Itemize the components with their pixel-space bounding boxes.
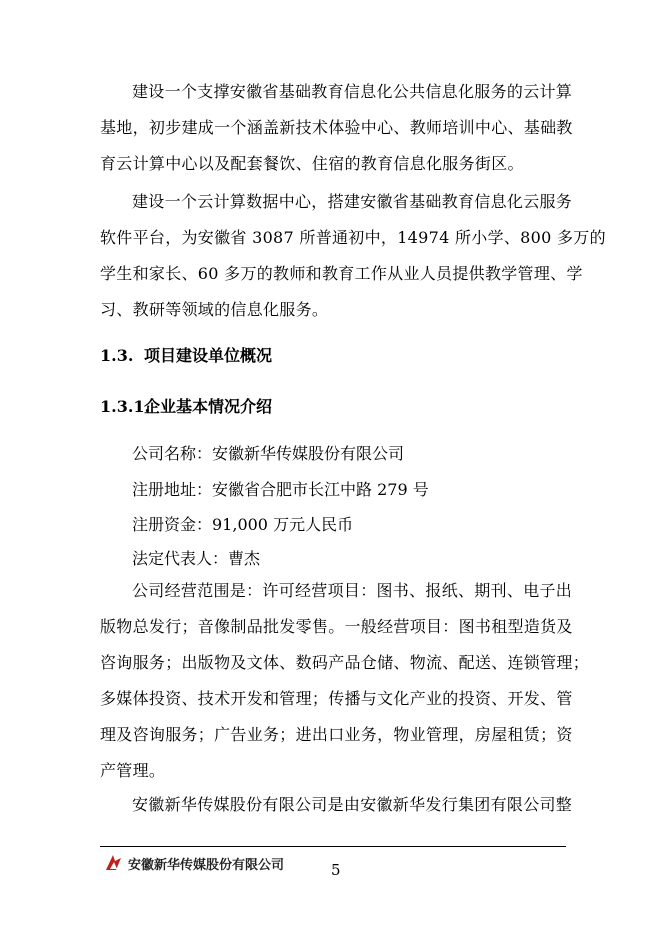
registered-address-line: 注册地址：安徽省合肥市长江中路 279 号 — [132, 480, 429, 499]
text-line: 产管理。 — [100, 761, 166, 780]
text-line: 建设一个云计算数据中心，搭建安徽省基础教育信息化云服务 — [132, 192, 573, 211]
section-heading-1-3-1 — [100, 394, 272, 417]
footer-company-name: 安徽新华传媒股份有限公司 — [128, 858, 285, 873]
text-line: 咨询服务；出版物及文体、数码产品仓储、物流、配送、连锁管理； — [100, 653, 590, 672]
registered-capital-line: 注册资金：91,000 万元人民币 — [132, 515, 354, 534]
text-line: 建设一个支撑安徽省基础教育信息化公共信息化服务的云计算 — [132, 82, 573, 101]
legal-representative-line: 法定代表人：曹杰 — [132, 549, 261, 568]
paragraph-business-scope — [100, 573, 590, 789]
text-line: 安徽新华传媒股份有限公司是由安徽新华发行集团有限公司整 — [132, 795, 573, 814]
xinhua-logo-icon — [104, 852, 124, 872]
paragraph-data-center — [100, 184, 606, 328]
company-name-line: 公司名称：安徽新华传媒股份有限公司 — [132, 444, 405, 463]
section-heading-1-3 — [100, 343, 272, 366]
paragraph-cloud-base — [100, 74, 573, 182]
section-number: 1.3. — [100, 346, 134, 365]
text-line: 多媒体投资、技术开发和管理；传播与文化产业的投资、开发、管 — [100, 689, 573, 708]
text-line: 软件平台，为安徽省 3087 所普通初中，14974 所小学、800 多万的 — [100, 228, 606, 247]
text-line: 习、教研等领域的信息化服务。 — [100, 300, 329, 319]
section-title: 项目建设单位概况 — [144, 346, 273, 365]
page-number: 5 — [331, 861, 341, 879]
text-line: 育云计算中心以及配套餐饮、住宿的教育信息化服务街区。 — [100, 154, 524, 173]
section-number: 1.3.1. — [100, 397, 151, 416]
paragraph-company-origin — [100, 787, 573, 823]
footer-divider — [100, 846, 566, 847]
text-line: 基地，初步建成一个涵盖新技术体验中心、教师培训中心、基础教 — [100, 118, 573, 137]
section-title: 企业基本情况介绍 — [144, 397, 273, 416]
text-line: 学生和家长、60 多万的教师和教育工作从业人员提供教学管理、学 — [100, 264, 583, 283]
text-line: 理及咨询服务；广告业务；进出口业务，物业管理，房屋租赁；资 — [100, 725, 573, 744]
text-line: 公司经营范围是：许可经营项目：图书、报纸、期刊、电子出 — [132, 581, 573, 600]
text-line: 版物总发行；音像制品批发零售。一般经营项目：图书租型造货及 — [100, 617, 573, 636]
